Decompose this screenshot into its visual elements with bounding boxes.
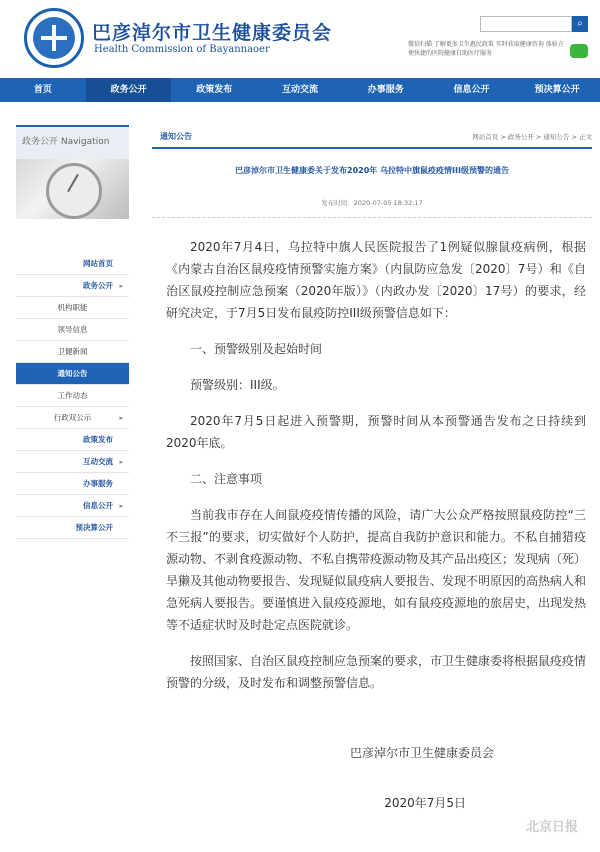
wechat-promo-text: 微信扫描 了解更多卫生惠民政策 实时获取健康咨询 体验方便快捷的医院健康自助医疗服务 (408, 41, 564, 57)
search-button[interactable] (572, 16, 588, 32)
signature-date: 2020年7月5日 (384, 796, 466, 810)
nav-item-services[interactable]: 办事服务 (367, 85, 404, 95)
sidebar-item-notices[interactable]: 通知公告 (16, 363, 129, 385)
site-header (0, 0, 600, 78)
sidebar-item-home[interactable]: 网站首页 (16, 253, 129, 275)
site-name-en: Health Commission of Bayannaoer (94, 44, 270, 55)
nav-item-gov-affairs[interactable]: 政务公开 (86, 78, 172, 102)
sidebar-item-services[interactable]: 办事服务 (16, 473, 129, 495)
breadcrumb[interactable]: 网站首页 > 政务公开 > 通知公告 > 正文 (472, 133, 592, 141)
sidebar-item-admin-publicity[interactable]: 行政双公示 ▸ (16, 407, 129, 429)
nav-item-budget[interactable]: 预决算公开 (534, 85, 580, 95)
site-name: 巴彦淖尔市卫生健康委员会 (92, 22, 333, 44)
sidebar-item-gov-affairs[interactable]: 政务公开 ▸ (16, 275, 129, 297)
sidebar-item-work-updates[interactable]: 工作动态 (16, 385, 129, 407)
wechat-icon[interactable] (570, 44, 588, 58)
article-paragraph: 当前我市存在人间鼠疫疫情传播的风险，请广大公众严格按照鼠疫防控“三不三报”的要求，切实做好个人防护，提高自我防护意识和能力。不私自捕猎疫源动物、不剥食疫源动物、不私自携带疫源动物及其产品出疫区；发现病（死）旱獭及其他动物要报告、发现疑似鼠疫病人要报告、发现不明原因的高热病人和急死病人要报告。要谨慎进入鼠疫疫源地，如有鼠疫疫源地的旅居史，出现发热等不适症状时及时赴定点医院就诊。 (166, 508, 587, 632)
sidebar (16, 125, 129, 539)
sidebar-item-interaction[interactable]: 互动交流 ▸ (16, 451, 129, 473)
sidebar-item-news[interactable]: 卫健新闻 (16, 341, 129, 363)
content-header (152, 125, 592, 149)
sidebar-item-info[interactable]: 信息公开 ▸ (16, 495, 129, 517)
sidebar-banner-image (16, 159, 129, 219)
main-nav (0, 78, 600, 102)
nav-item-interaction[interactable]: 互动交流 (282, 85, 319, 95)
article-title: 巴彦淖尔市卫生健康委关于发布2020年 乌拉特中旗鼠疫疫情III级预警的通告 (235, 166, 509, 175)
article-paragraph: 预警级别：III级。 (190, 378, 285, 392)
sidebar-item-budget[interactable]: 预决算公开 (16, 517, 129, 539)
publish-time: 发布时间：2020-07-05 18:32:17 (152, 198, 592, 218)
article-paragraph: 2020年7月5日起进入预警期，预警时间从本预警通告发布之日持续到2020年底。 (166, 414, 586, 450)
section-title: 通知公告 (160, 132, 192, 141)
chevron-right-icon: ▸ (119, 458, 123, 466)
sidebar-item-policy[interactable]: 政策发布 (16, 429, 129, 451)
section-heading: 一、预警级别及起始时间 (190, 342, 323, 356)
article-body (166, 236, 586, 814)
search-icon: ⌕ (577, 18, 583, 29)
watermark: 北京日报 (525, 820, 578, 835)
chevron-right-icon: ▸ (119, 414, 123, 422)
sidebar-item-functions[interactable]: 机构职能 (16, 297, 129, 319)
article-paragraph: 2020年7月4日，乌拉特中旗人民医院报告了1例疑似腺鼠疫病例，根据《内蒙古自治区鼠疫疫情预警实施方案》（内鼠防应急发〔2020〕7号）和《自治区鼠疫控制应急预案（2020年版）》（内政办发〔2020〕17号）的要求，经研究决定，于7月5日发布鼠疫防控III级预警信息如下： (166, 240, 586, 320)
nav-item-info[interactable]: 信息公开 (453, 85, 490, 95)
signature: 巴彦淖尔市卫生健康委员会 (349, 746, 494, 760)
chevron-right-icon: ▸ (119, 282, 123, 290)
sidebar-heading: 政务公开 Navigation (16, 125, 129, 159)
article-paragraph: 按照国家、自治区鼠疫控制应急预案的要求，市卫生健康委将根据鼠疫疫情预警的分级，及时发布和调整预警信息。 (166, 654, 587, 690)
search-input[interactable] (480, 16, 572, 32)
sidebar-item-leaders[interactable]: 领导信息 (16, 319, 129, 341)
section-heading: 二、注意事项 (190, 472, 263, 486)
chevron-right-icon: ▸ (119, 502, 123, 510)
content-area (152, 125, 592, 218)
nav-item-home[interactable]: 首页 (33, 85, 52, 95)
site-logo-icon[interactable] (24, 8, 84, 68)
sidebar-menu (16, 253, 129, 539)
nav-item-policy[interactable]: 政策发布 (196, 85, 233, 95)
